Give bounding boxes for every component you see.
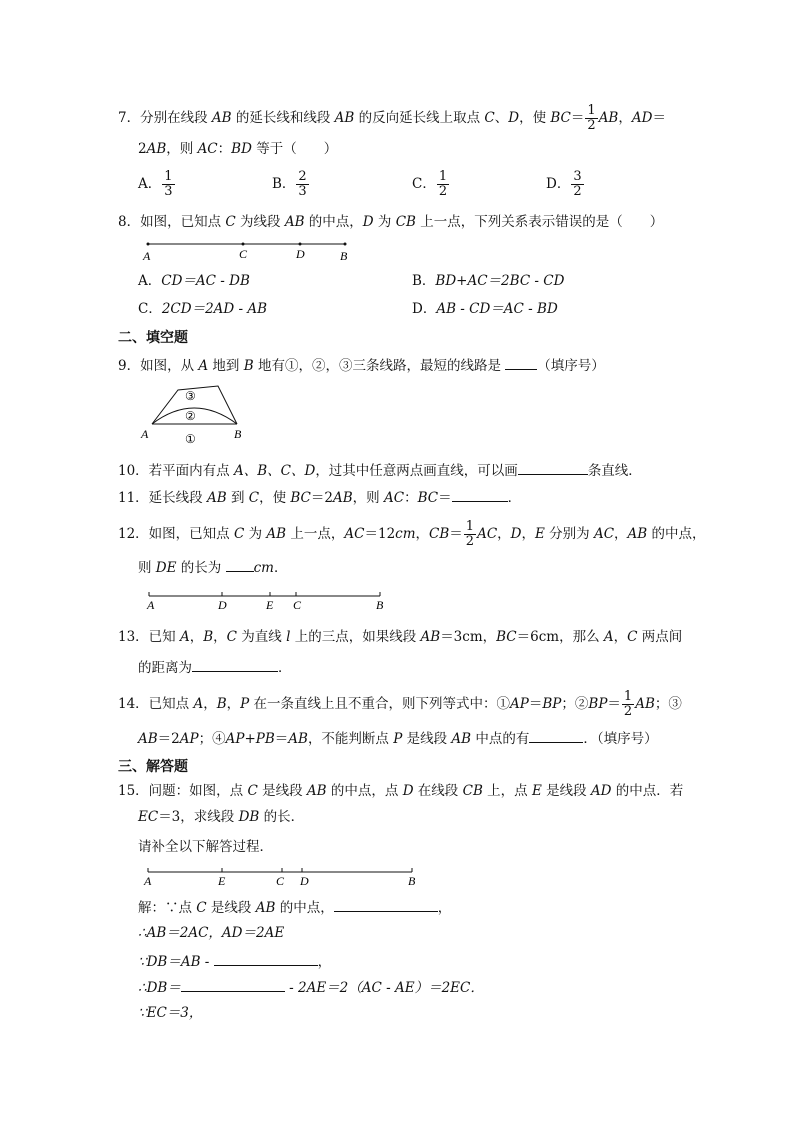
q9-question: 9．如图，从 A 地到 B 地有①，②，③三条线路，最短的线路是 （填序号）: [118, 355, 605, 375]
q15-line1: 15．问题：如图，点 C 是线段 AB 的中点，点 D 在线段 CB 上，点 E 是线段 AD 的中点．若: [118, 783, 684, 799]
q15-step1-blank[interactable]: [334, 897, 438, 912]
label-a: A: [141, 427, 149, 441]
label-c: C: [239, 247, 248, 261]
label-a: A: [147, 598, 155, 612]
q12-answer-blank[interactable]: [226, 557, 254, 572]
point-c: [242, 243, 245, 246]
q7-option-a: A． $\frac{1}{3}$: [138, 169, 173, 199]
q15-figure: [140, 864, 430, 890]
label-b: B: [376, 598, 384, 612]
label-c: C: [293, 598, 302, 612]
q8-question: 8．如图，已知点 C 为线段 AB 的中点，D 为 CB 上一点，下列关系表示错误的是（ ）: [118, 214, 664, 230]
label-b: B: [340, 249, 348, 263]
point-b: [344, 243, 347, 246]
q8-option-d: D．AB - CD＝AC - BD: [412, 301, 558, 317]
q15-step4: ∴DB＝ - 2AE＝2（AC - AE）＝2EC．: [138, 977, 484, 997]
label-b: B: [234, 427, 242, 441]
q9-answer-blank[interactable]: [505, 355, 537, 370]
q9-figure: [138, 382, 258, 446]
q8-option-c: C．2CD＝2AD - AB: [138, 301, 268, 317]
q8-option-a: A．CD＝AC - DB: [138, 273, 250, 289]
route-3-label: ③: [185, 389, 196, 403]
q15-line2: EC＝3，求线段 DB 的长．: [138, 809, 305, 825]
q15-step3: ∵DB＝AB - ，: [138, 951, 331, 971]
route-1-label: ①: [185, 432, 196, 446]
q15-step4-blank[interactable]: [181, 977, 285, 992]
q7-option-d: D． $\frac{3}{2}$: [546, 169, 582, 199]
q15-step1: 解：∵点 C 是线段 AB 的中点， ，: [138, 897, 451, 917]
q7-line1: 7．分别在线段 AB 的延长线和线段 AB 的反向延长线上取点 C、D，使 BC＝ $\frac{1}{2}$ AB，AD＝: [118, 103, 666, 133]
q7-fraction: $\frac{1}{2}$: [587, 103, 596, 133]
q10-question: 10．若平面内有点 A、B、C、D，过其中任意两点画直线，可以画 条直线．: [118, 460, 642, 480]
label-d: D: [218, 598, 227, 612]
q14-line1: 14．已知点 A，B，P 在一条直线上且不重合，则下列等式中：①AP＝BP；②BP＝ $\frac{1}{2}$ AB；③: [118, 689, 682, 719]
q8-figure: [140, 236, 360, 266]
label-a: A: [144, 874, 152, 888]
q7-option-c: C． $\frac{1}{2}$: [412, 169, 448, 199]
section-heading-fill-in: 二、填空题: [118, 330, 188, 346]
label-b: B: [408, 874, 416, 888]
q14-answer-blank[interactable]: [529, 728, 583, 743]
q15-step5: ∵EC＝3，: [138, 1005, 203, 1021]
q15-step2: ∴AB＝2AC，AD＝2AE: [138, 925, 285, 941]
q10-answer-blank[interactable]: [518, 460, 588, 475]
label-a: A: [143, 249, 151, 263]
q11-question: 11．延长线段 AB 到 C，使 BC＝2AB，则 AC：BC＝ ．: [118, 487, 521, 507]
q15-step3-blank[interactable]: [214, 951, 318, 966]
q13-line1: 13．已知 A，B，C 为直线 l 上的三点，如果线段 AB＝3cm，BC＝6cm，那么 A，C 两点间: [118, 629, 683, 645]
q12-line2: 则 DE 的长为 cm．: [138, 557, 287, 577]
q13-answer-blank[interactable]: [192, 657, 278, 672]
point-d: [299, 243, 302, 246]
label-d: D: [296, 247, 305, 261]
q11-answer-blank[interactable]: [452, 487, 508, 502]
q7-line2: 2AB，则 AC：BD 等于（ ）: [138, 141, 338, 157]
q13-line2: 的距离为 ．: [138, 657, 292, 677]
q12-figure: [142, 588, 392, 614]
route-2-label: ②: [185, 409, 196, 423]
q12-line1: 12．如图，已知点 C 为 AB 上一点，AC＝12cm，CB＝ $\frac{1}{2}$ AC，D，E 分别为 AC，AB 的中点，: [118, 519, 706, 549]
q7-option-b: B． $\frac{2}{3}$: [272, 169, 307, 199]
point-a: [147, 243, 150, 246]
label-e: E: [266, 598, 274, 612]
label-c: C: [276, 874, 285, 888]
label-e: E: [218, 874, 226, 888]
section-heading-solutions: 三、解答题: [118, 759, 188, 775]
q8-option-b: B．BD+AC＝2BC - CD: [412, 273, 565, 289]
q14-line2: AB＝2AP；④AP+PB＝AB，不能判断点 P 是线段 AB 中点的有 ．（填序号）: [138, 728, 658, 748]
label-d: D: [300, 874, 309, 888]
q15-instruction: 请补全以下解答过程．: [138, 839, 273, 855]
